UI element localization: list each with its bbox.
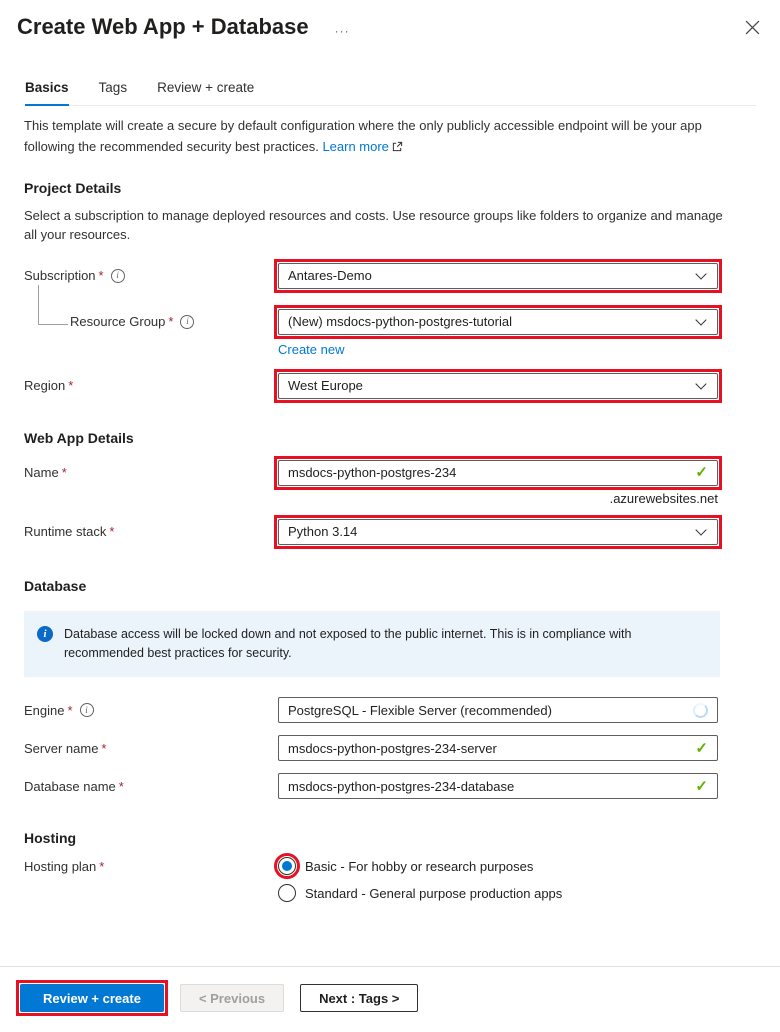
more-options-icon[interactable]: ··· [334, 24, 350, 38]
required-marker: * [98, 268, 104, 284]
valid-check-icon: ✓ [695, 777, 708, 795]
highlight-ring [274, 853, 300, 879]
loading-spinner-icon [693, 703, 708, 718]
chevron-down-icon [695, 314, 706, 325]
subscription-dropdown[interactable]: Antares-Demo [278, 263, 718, 289]
close-icon[interactable] [745, 20, 760, 38]
runtime-stack-label: Runtime stack * [24, 524, 115, 540]
tab-review-create[interactable]: Review + create [157, 80, 255, 96]
required-marker: * [67, 702, 73, 718]
valid-check-icon: ✓ [695, 464, 708, 482]
radio-unselected[interactable] [278, 884, 296, 902]
region-dropdown[interactable]: West Europe [278, 373, 718, 399]
external-link-icon [392, 141, 403, 152]
required-marker: * [109, 524, 115, 540]
template-description-text: This template will create a secure by default configuration where the only publicly accessible endpoint will be your app following the recommended security best practices. [24, 118, 702, 154]
required-marker: * [61, 465, 67, 481]
template-description [24, 116, 748, 156]
dialog-header [0, 0, 780, 40]
highlight-box [274, 369, 722, 403]
subscription-label: Subscription * i [24, 268, 278, 283]
highlight-box [16, 980, 168, 1016]
name-label: Name * [24, 465, 67, 481]
engine-input[interactable]: PostgreSQL - Flexible Server (recommended) [278, 697, 718, 723]
chevron-down-icon [695, 524, 706, 535]
required-marker: * [101, 740, 107, 756]
runtime-stack-dropdown[interactable]: Python 3.14 [278, 519, 718, 545]
page-title: Create Web App + Database [17, 14, 309, 39]
required-marker: * [118, 778, 124, 794]
database-name-label: Database name * [24, 778, 124, 794]
highlight-box [274, 259, 722, 293]
previous-button: < Previous [180, 984, 284, 1012]
chevron-down-icon [695, 378, 706, 389]
info-icon[interactable]: i [111, 269, 125, 283]
wizard-footer [0, 966, 780, 1032]
info-banner [24, 611, 720, 678]
next-tags-button[interactable]: Next : Tags > [300, 984, 418, 1012]
required-marker: * [68, 378, 74, 394]
tab-basics[interactable]: Basics [25, 80, 69, 106]
domain-suffix: .azurewebsites.net [609, 490, 718, 506]
database-name-input[interactable]: msdocs-python-postgres-234-database ✓ [278, 773, 718, 799]
project-details-description: Select a subscription to manage deployed resources and costs. Use resource groups like folders to organize and manage all your resources. [24, 207, 723, 243]
section-heading-web-app-details: Web App Details [24, 429, 134, 446]
section-heading-database: Database [24, 577, 87, 594]
server-name-input[interactable]: msdocs-python-postgres-234-server ✓ [278, 735, 718, 761]
hosting-plan-row [24, 857, 756, 911]
resource-group-dropdown[interactable]: (New) msdocs-python-postgres-tutorial [278, 309, 718, 335]
chevron-down-icon [695, 268, 706, 279]
server-name-label: Server name * [24, 740, 107, 756]
info-icon[interactable]: i [80, 703, 94, 717]
wizard-tabs [25, 80, 756, 106]
region-label: Region * [24, 378, 74, 394]
info-icon[interactable]: i [180, 315, 194, 329]
hosting-plan-label: Hosting plan * [24, 859, 105, 875]
engine-row [24, 697, 756, 723]
section-heading-project-details: Project Details [24, 179, 122, 196]
section-heading-hosting: Hosting [24, 830, 77, 847]
hierarchy-connector-line [38, 285, 68, 325]
required-marker: * [99, 859, 105, 875]
review-create-button[interactable]: Review + create [20, 984, 164, 1012]
valid-check-icon: ✓ [695, 739, 708, 757]
highlight-box [274, 515, 722, 549]
info-banner-icon: i [37, 626, 53, 642]
resource-group-row [24, 309, 756, 335]
highlight-box [274, 456, 722, 490]
radio-selected[interactable] [278, 857, 296, 875]
database-name-row [24, 773, 756, 799]
subscription-row [24, 263, 756, 289]
required-marker: * [168, 314, 174, 330]
learn-more-link[interactable]: Learn more [322, 139, 402, 154]
radio-option-standard[interactable]: Standard - General purpose production apps [278, 884, 562, 902]
create-new-link[interactable]: Create new [278, 341, 345, 357]
engine-label: Engine * i [24, 703, 278, 718]
name-input[interactable]: msdocs-python-postgres-234 ✓ [278, 460, 718, 486]
info-banner-text: Database access will be locked down and not exposed to the public internet. This is in compliance with recommended best practices for security. [64, 626, 632, 661]
runtime-stack-row [24, 519, 756, 545]
highlight-box [274, 305, 722, 339]
radio-option-basic[interactable]: Basic - For hobby or research purposes [278, 857, 562, 875]
region-row [24, 373, 756, 399]
server-name-row [24, 735, 756, 761]
name-row [24, 460, 756, 486]
resource-group-label: Resource Group * i [24, 314, 278, 329]
tab-tags[interactable]: Tags [98, 80, 128, 96]
hosting-plan-radio-group [278, 857, 562, 911]
